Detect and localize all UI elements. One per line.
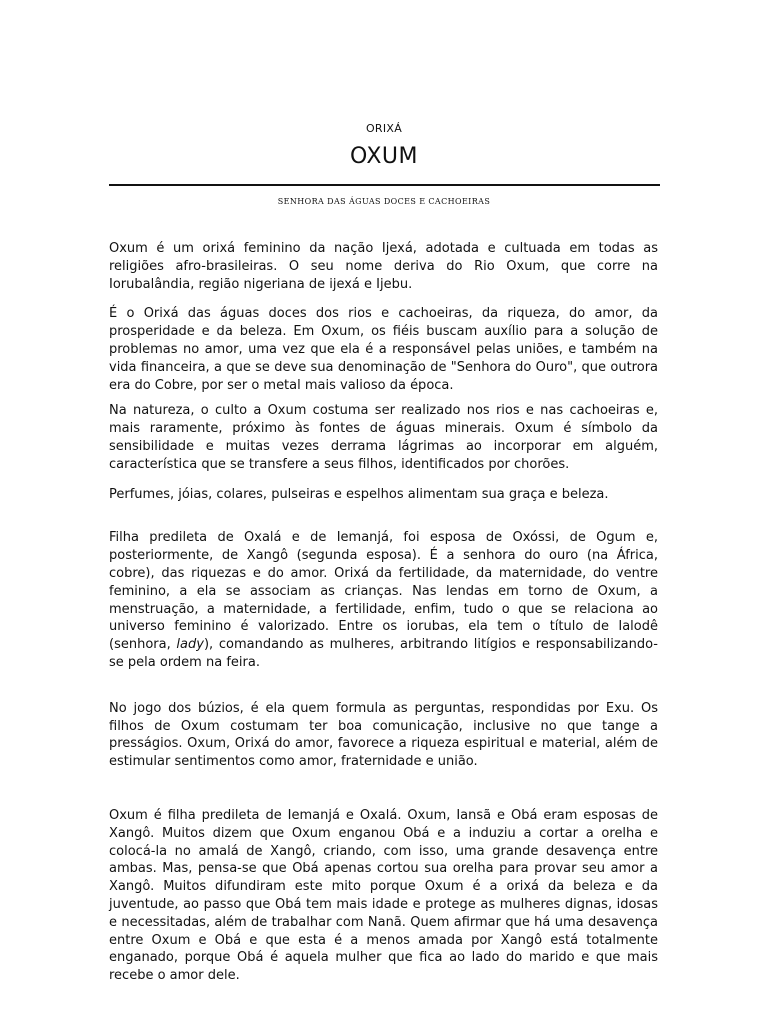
paragraph-legend: Oxum é filha predileta de Iemanjá e Oxalá. Oxum, Iansã e Obá eram esposas de Xangô. Muitos dizem que Oxum enganou Obá e a induziu a cortar a orelha e colocá-la no amalá de Xangô, criando, com isso, uma grande desavença entre ambas. Mas, pensa-se que Obá apenas cortou sua orelha para provar seu amor a Xangô. Muitos difundiram este mito porque Oxum é a orixá da beleza e da juventude, ao passo que Obá tem mais idade e protege as mulheres dignas, idosas e necessitadas, além de trabalhar com Nanã. Quem afirmar que há uma desavença entre Oxum e Obá e que esta é a menos amada por Xangô está totalmente enganado, porque Obá é aquela mulher que fica ao lado do marido e que mais recebe o amor dele. xyxy=(109,807,658,984)
document-body xyxy=(109,240,658,985)
document-subtitle: SENHORA DAS ÁGUAS DOCES E CACHOEIRAS xyxy=(277,197,491,206)
document-title: OXUM xyxy=(349,144,419,169)
paragraph-lineage-text-1: Filha predileta de Oxalá e de Iemanjá, foi esposa de Oxóssi, de Ogum e, posteriormente, de Xangô (segunda esposa). É a senhora do ouro (na África, cobre), das riquezas e do amor. Orixá da fertilidade, da maternidade, do ventre feminino, a ela se associam as crianças. Nas lendas em torno de Oxum, a menstruação, a maternidade, a fertilidade, enfim, tudo o que se relaciona ao universo feminino é valorizado. Entre os iorubas, ela tem o título de Ialodê (senhora, xyxy=(109,530,658,653)
title-divider xyxy=(109,184,660,186)
paragraph-offerings: Perfumes, jóias, colares, pulseiras e espelhos alimentam sua graça e beleza. xyxy=(109,486,609,502)
paragraph-domain: É o Orixá das águas doces dos rios e cachoeiras, da riqueza, do amor, da prosperidade e da beleza. Em Oxum, os fiéis buscam auxílio para a solução de problemas no amor, uma vez que ela é a responsável pelas uniões, e também na vida financeira, a que se deve sua denominação de "Senhora do Ouro", que outrora era do Cobre, por ser o metal mais valioso da época. xyxy=(109,306,658,393)
paragraph-lineage-text-2: ), comandando as mulheres, arbitrando litígios e responsabilizando-se pela ordem na feira. xyxy=(109,637,658,670)
paragraph-nature: Na natureza, o culto a Oxum costuma ser realizado nos rios e nas cachoeiras e, mais raramente, próximo às fontes de águas minerais. Oxum é símbolo da sensibilidade e muitas vezes derrama lágrimas ao incorporar em alguém, característica que se transfere a seus filhos, identificados por chorões. xyxy=(109,403,658,472)
paragraph-buzios: No jogo dos búzios, é ela quem formula as perguntas, respondidas por Exu. Os filhos de Oxum costumam ter boa comunicação, inclusive no que tange a presságios. Oxum, Orixá do amor, favorece a riqueza espiritual e material, além de estimular sentimentos como amor, fraternidade e união. xyxy=(109,700,658,770)
paragraph-lineage-italic: lady xyxy=(176,637,204,653)
document-eyebrow: ORIXÁ xyxy=(365,122,403,135)
paragraph-lineage xyxy=(109,529,658,671)
paragraph-intro: Oxum é um orixá feminino da nação Ijexá, adotada e cultuada em todas as religiões afro-brasileiras. O seu nome deriva do Rio Oxum, que corre na Iorubalândia, região nigeriana de ijexá e Ijebu. xyxy=(109,241,658,292)
